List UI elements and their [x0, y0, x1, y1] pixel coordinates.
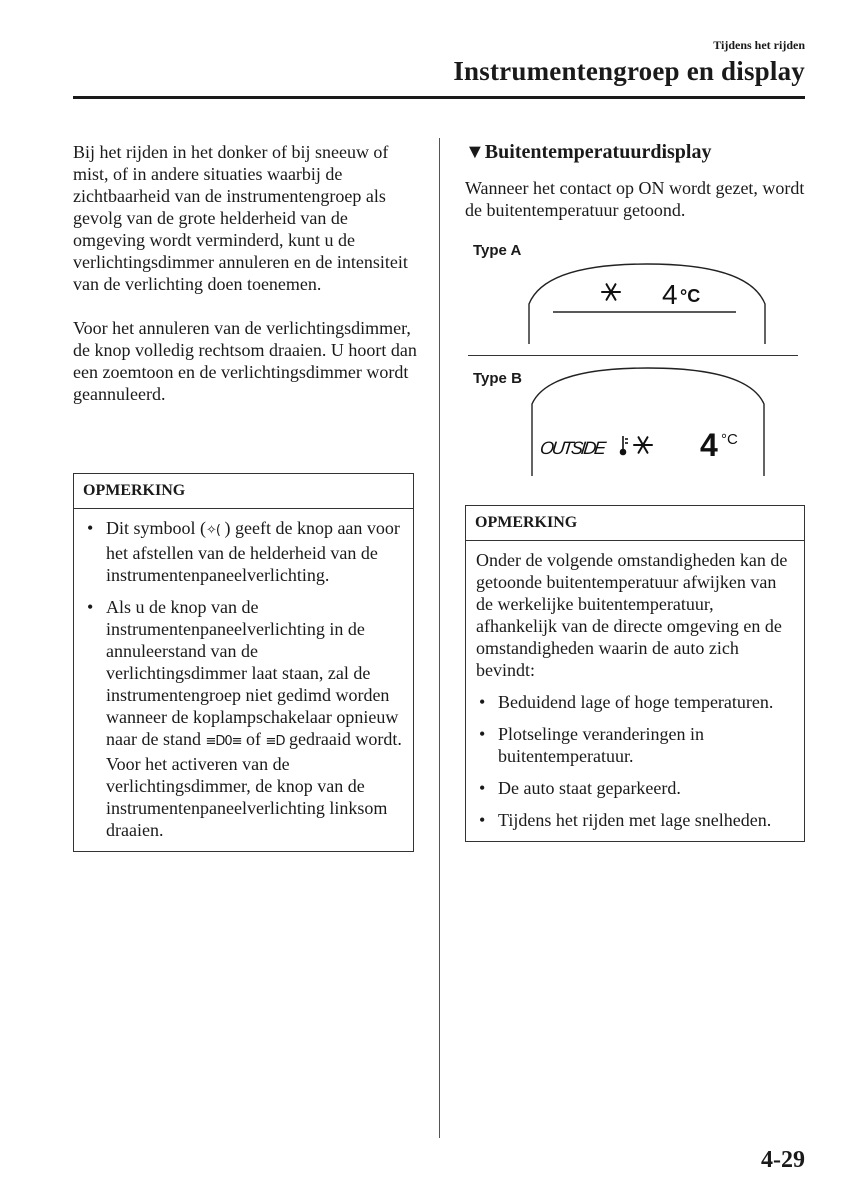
headlight-icon: ≡D: [265, 734, 285, 749]
type-b-unit: °C: [721, 431, 738, 448]
paragraph-dimmer-intro: Bij het rijden in het donker of bij sneeuw of mist, of in andere situaties waarbij de zichtbaarheid van de instrumentengroep als gevolg van de grote helderheid van de omgeving wordt verminderd, kunt u de verlichtingsdimmer annuleren en de intensiteit van de verlichting doen toenemen.: [73, 142, 408, 294]
note-heading: OPMERKING: [466, 506, 804, 541]
type-a-unit: °C: [680, 286, 701, 306]
type-b-display: [528, 364, 768, 480]
section-label: Tijdens het rijden: [713, 38, 805, 52]
section-heading: [465, 141, 711, 164]
outside-label: OUTSIDE: [539, 438, 608, 458]
parking-lights-icon: ≡D0≡: [205, 734, 242, 749]
type-a-label: Type A: [473, 242, 522, 259]
intro-text: Wanneer het contact op ON wordt gezet, wordt de buitentemperatuur getoond.: [465, 178, 805, 220]
type-a-temperature: 4: [662, 279, 678, 310]
note-text: gedraaid wordt. Voor het activeren van de verlichtingsdimmer, de knop van de instrumentenpaneelverlichting linksom draaien.: [106, 729, 402, 840]
type-b-label: Type B: [473, 370, 522, 387]
type-b-temperature: 4: [700, 427, 718, 463]
title-rule: [73, 96, 805, 99]
note-body: [74, 509, 413, 851]
triangle-marker-icon: ▼: [465, 141, 485, 163]
page-number: 4-29: [761, 1147, 805, 1173]
snowflake-icon: [634, 437, 652, 453]
note-box-dimmer: [73, 473, 414, 852]
section-heading-text: Buitentemperatuurdisplay: [484, 141, 712, 163]
page-title: Instrumentengroep en display: [453, 56, 805, 86]
list-item: • De auto staat geparkeerd.: [476, 777, 794, 799]
list-item: • Beduidend lage of hoge temperaturen.: [476, 691, 794, 713]
note-list: [476, 691, 794, 831]
paragraph-dimmer-cancel: Voor het annuleren van de verlichtingsdimmer, de knop volledig rechtsom draaien. U hoort dan een zoemtoon en de verlichtingsdimmer wordt geannuleerd.: [73, 318, 417, 404]
note-box-temperature: [465, 505, 805, 842]
display-separator: [468, 355, 798, 356]
list-item: [84, 517, 403, 586]
snowflake-icon: [602, 284, 620, 300]
column-divider: [439, 138, 440, 1138]
note-text: ) geeft de knop aan voor het afstellen van de helderheid van de instrumentenpaneelverlichting.: [106, 518, 400, 585]
type-a-display: [525, 258, 770, 348]
note-heading: OPMERKING: [74, 474, 413, 509]
left-column: [73, 141, 418, 427]
list-item: • Plotselinge veranderingen in buitentemperatuur.: [476, 723, 794, 767]
list-item: • Tijdens het rijden met lage snelheden.: [476, 809, 794, 831]
note-text: Als u de knop van de instrumentenpaneelverlichting in de annuleerstand van de verlichtingsdimmer laat staan, zal de instrumentengroep niet gedimd worden wanneer de koplampschakelaar opnieuw naar de stand: [106, 597, 399, 749]
list-item: [84, 596, 403, 841]
note-body: [466, 541, 804, 841]
dimmer-knob-icon: ✧(: [206, 523, 220, 538]
note-text: of: [241, 729, 266, 749]
note-list: [84, 517, 403, 841]
note-intro: Onder de volgende omstandigheden kan de getoonde buitentemperatuur afwijken van de werkelijke buitentemperatuur, afhankelijk van de directe omgeving en de omstandigheden waarin de auto zich bevindt:: [476, 550, 788, 680]
note-text: Dit symbool (: [106, 518, 207, 538]
thermometer-icon: [621, 436, 629, 455]
